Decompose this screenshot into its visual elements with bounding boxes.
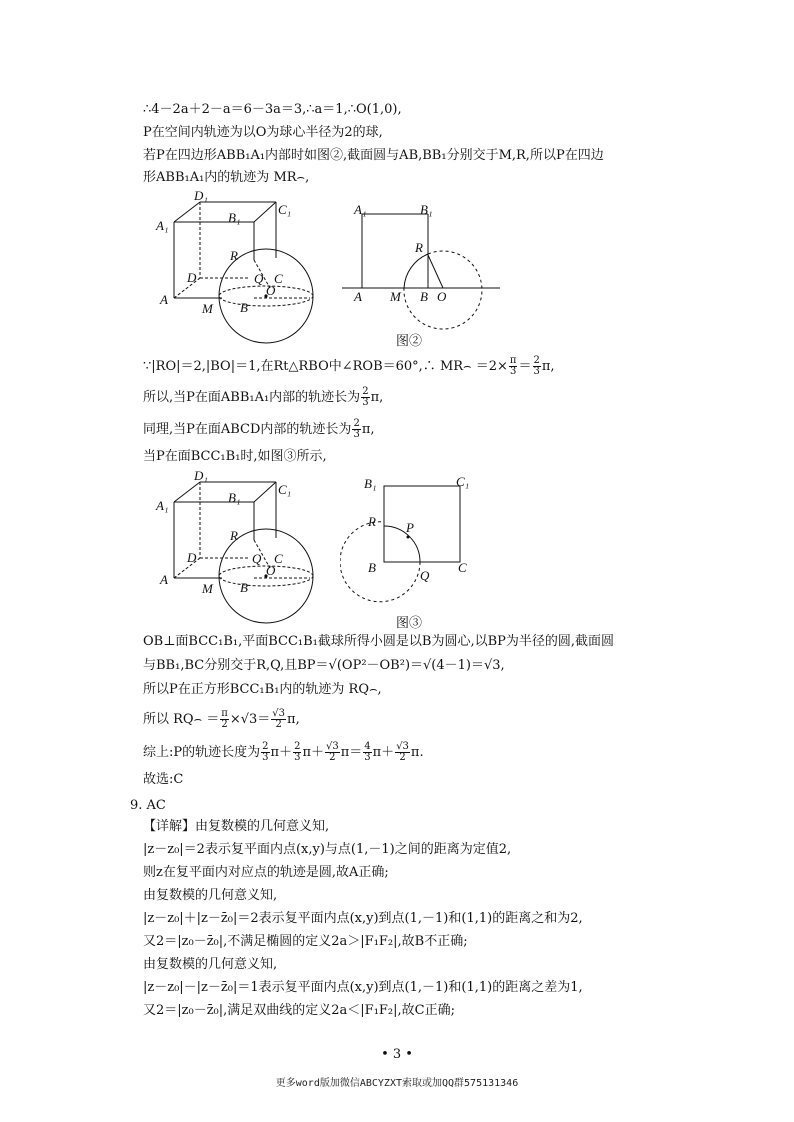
text-line: 若P在四边形ABB₁A₁内部时如图②,截面圆与AB,BB₁分别交于M,R,所以P在四边: [143, 148, 604, 163]
label-A1: A₁: [156, 498, 169, 513]
figure-3-caption: 图③: [396, 616, 423, 631]
fraction: $\frac{2}{3}$: [533, 355, 540, 377]
text-line: |z－z₀|＝2表示复平面内点(x,y)与点(1,－1)之间的距离为定值2,: [143, 842, 512, 857]
page-number: • 3 •: [381, 1047, 413, 1062]
text-line: 故选:C: [143, 772, 184, 787]
label-C1: C₁: [278, 482, 292, 497]
footer-note: 更多word版加微信ABCYZXT索取或加QQ群575131346: [275, 1078, 519, 1089]
label-C1: C₁: [456, 474, 470, 489]
label-D1: D₁: [194, 190, 208, 203]
label-P: P: [406, 520, 414, 535]
text-line: |z－z₀|－|z－z̄₀|＝1表示复平面内点(x,y)到点(1,－1)和(1,1)的距离之差为1,: [143, 980, 583, 995]
text-line: 又2＝|z₀－z̄₀|,不满足椭圆的定义2a＞|F₁F₂|,故B不正确;: [143, 934, 468, 949]
text-line: 所以,当P在面ABB₁A₁内部的轨迹长为 $\frac{2}{3}$ π,: [143, 386, 384, 408]
text-line: 形ABB₁A₁内的轨迹为 MR⌢,: [143, 170, 310, 185]
label-A1: A₁: [354, 202, 367, 217]
fraction: $\frac{\pi}{3}$: [509, 355, 517, 377]
label-A: A: [354, 289, 362, 304]
label-B: B: [368, 560, 376, 575]
text-line: ∵|RO|＝2,|BO|＝1,在Rt△RBO中∠ROB＝60°,∴ MR⌢ ＝2× $\frac{\pi}{3}$ ＝ $\frac{2}{3}$ π,: [143, 355, 555, 377]
label-M: M: [202, 301, 213, 316]
label-R: R: [230, 248, 238, 263]
fraction: $\frac{\pi}{2}$: [221, 708, 228, 730]
label-A1: A₁: [156, 218, 169, 233]
text-line: ∴4－2a＋2－a＝6－3a＝3,∴a＝1,∴O(1,0),: [143, 102, 402, 117]
text-line: 又2＝|z₀－z̄₀|,满足双曲线的定义2a＜|F₁F₂|,故C正确;: [143, 1003, 455, 1018]
text-line: 综上:P的轨迹长度为 $\frac{2}{3}$ π＋ $\frac{2}{3}$ π＋ $\frac{√3}{2}$ π＝ $\frac{4}{3}$ π＋ $\frac{√3}{2}$ π.: [143, 741, 424, 763]
label-M: M: [390, 289, 401, 304]
label-O: O: [266, 283, 276, 298]
label-B1: B₁: [420, 202, 433, 217]
label-D: D: [187, 550, 197, 565]
text-line: 【详解】由复数模的几何意义知,: [143, 819, 330, 834]
fraction: $\frac{2}{3}$: [362, 386, 369, 408]
cube-sphere-figure-2: [150, 470, 330, 634]
fraction: $\frac{√3}{2}$: [325, 741, 339, 763]
fraction: $\frac{√3}{2}$: [272, 708, 286, 730]
label-O: O: [437, 289, 447, 304]
label-M: M: [202, 581, 213, 596]
label-Q: Q: [254, 271, 264, 286]
label-A: A: [160, 572, 168, 587]
label-Q: Q: [420, 568, 430, 583]
label-B: B: [240, 580, 248, 595]
label-C: C: [274, 271, 283, 286]
label-C: C: [458, 560, 467, 575]
label-C: C: [274, 551, 283, 566]
text-line: P在空间内轨迹为以O为球心半径为2的球,: [143, 125, 383, 140]
label-A: A: [160, 292, 168, 307]
fraction: $\frac{√3}{2}$: [396, 741, 409, 763]
text-line: 则z在复平面内对应点的轨迹是圆,故A正确;: [143, 865, 389, 880]
text-line: 与BB₁,BC分别交于R,Q,且BP＝√(OP²－OB²)＝√(4－1)＝√3,: [143, 658, 505, 673]
label-R: R: [368, 514, 376, 529]
text-line: |z－z₀|＋|z－z̄₀|＝2表示复平面内点(x,y)到点(1,－1)和(1,1)的距离之和为2,: [143, 911, 583, 926]
label-D: D: [187, 270, 197, 285]
fraction: $\frac{2}{3}$: [353, 418, 360, 440]
cube-sphere-figure-1: [150, 190, 330, 354]
label-O: O: [266, 563, 276, 578]
label-C1: C₁: [278, 202, 292, 217]
label-B1: B₁: [228, 210, 241, 225]
fraction: $\frac{2}{3}$: [262, 741, 269, 763]
text-line: 当P在面BCC₁B₁时,如图③所示,: [143, 449, 327, 464]
label-R: R: [230, 528, 238, 543]
label-B: B: [240, 300, 248, 315]
text-line: OB⊥面BCC₁B₁,平面BCC₁B₁截球所得小圆是以B为圆心,以BP为半径的圆,截面圆: [143, 634, 615, 649]
label-B: B: [420, 289, 428, 304]
text-line: 由复数模的几何意义知,: [143, 888, 278, 903]
figure-2-caption: 图②: [396, 334, 423, 349]
text-line: 所以 RQ⌢ ＝ $\frac{\pi}{2}$ ×√3＝ $\frac{√3}{2}$ π,: [143, 708, 300, 730]
label-R: R: [415, 240, 423, 255]
text-line: 同理,当P在面ABCD内部的轨迹长为 $\frac{2}{3}$ π,: [143, 418, 375, 440]
fraction: $\frac{2}{3}$: [294, 741, 301, 763]
label-D1: D₁: [194, 470, 208, 483]
fraction: $\frac{4}{3}$: [364, 741, 371, 763]
label-B1: B₁: [228, 490, 241, 505]
label-B1: B₁: [364, 476, 377, 491]
text-line: 由复数模的几何意义知,: [143, 957, 278, 972]
figure-2: [340, 200, 510, 334]
figure-3: [340, 470, 490, 614]
answer-heading: 9. AC: [130, 798, 166, 813]
text-line: 所以P在正方形BCC₁B₁内的轨迹为 RQ⌢,: [143, 682, 382, 697]
label-Q: Q: [252, 551, 262, 566]
